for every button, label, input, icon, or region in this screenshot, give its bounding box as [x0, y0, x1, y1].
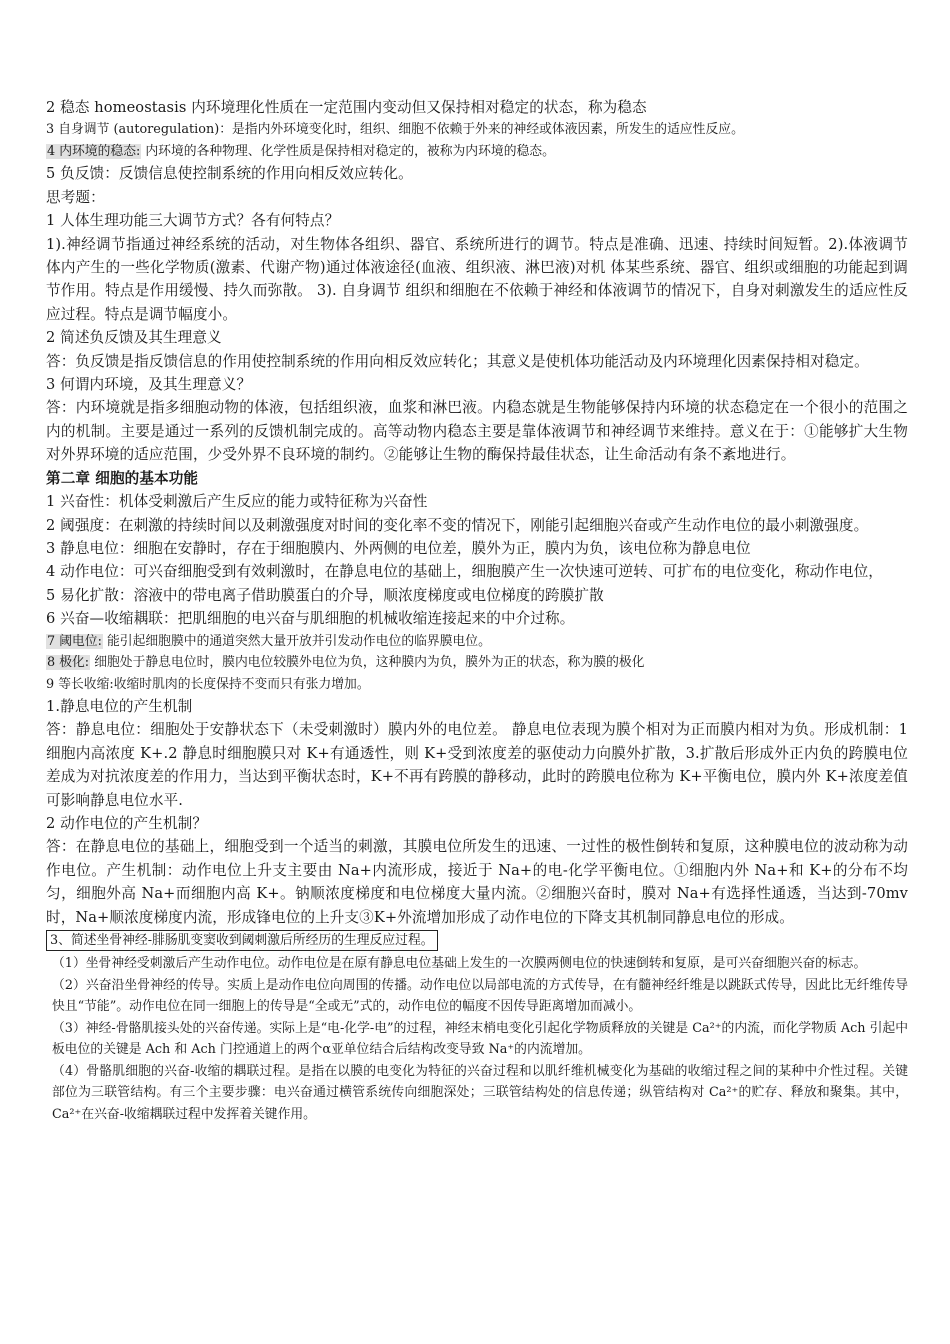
- text-line: 2 稳态 homeostasis 内环境理化性质在一定范围内变动但又保持相对稳定的状态，称为稳态: [46, 99, 647, 116]
- text-line: 5 负反馈：反馈信息使控制系统的作用向相反效应转化。: [46, 165, 413, 183]
- section-label: 思考题：: [46, 188, 105, 206]
- text-line: 4 动作电位：可兴奋细胞受到有效刺激时，在静息电位的基础上，细胞膜产生一次快速可逆转、可扩布的电位变化，称动作电位，: [46, 563, 883, 581]
- text-line: [46, 141, 908, 163]
- answer-paragraph: 答：在静息电位的基础上，细胞受到一个适当的刺激，其膜电位所发生的迅速、一过性的极性倒转和复原，这种膜电位的波动称为动作电位。产生机制：动作电位上升支主要由 Na+内流形成，接近于 Na+的电-化学平衡电位。①细胞内外 Na+和 K+的分布不均匀，细胞外高 Na+而细胞内高 K+。钠顺浓度梯度和电位梯度大量内流。②细胞兴奋时，膜对 Na+有选择性通透，当达到-70mv 时，Na+顺浓度梯度内流，形成锋电位的上升支③K+外流增加形成了动作电位的下降支其机制同静息电位的形成。: [46, 838, 908, 926]
- text-line: 5 易化扩散：溶液中的带电离子借助膜蛋白的介导，顺浓度梯度或电位梯度的跨膜扩散: [46, 586, 604, 604]
- answer-paragraph: 答：静息电位：细胞处于安静状态下（未受刺激时）膜内外的电位差。 静息电位表现为膜个相对为正而膜内相对为负。形成机制：1 细胞内高浓度 K+.2 静息时细胞膜只对 K+有通透性，则 K+受到浓度差的驱使动力向膜外扩散，3.扩散后形成外正内负的跨膜电位差成为对抗浓度差的作用力，当达到平衡状态时，K+不再有跨膜的静移动，此时的跨膜电位称为 K+平衡电位，膜内外 K+浓度差值可影响静息电位水平.: [46, 721, 908, 809]
- question: 2 动作电位的产生机制？: [46, 815, 208, 833]
- question: 1.静息电位的产生机制: [46, 698, 193, 716]
- answer-paragraph: （2）兴奋沿坐骨神经的传导。实质上是动作电位向周围的传播。动作电位以局部电流的方式传导，在有髓神经纤维是以跳跃式传导，因此比无纤维传导快且“节能”。动作电位在同一细胞上的传导是“全或无”式的，动作电位的幅度不因传导距离增加而减小。: [52, 977, 908, 1015]
- question: 1 人体生理功能三大调节方式？各有何特点？: [46, 212, 340, 230]
- text-line: 3 静息电位：细胞在安静时，存在于细胞膜内、外两侧的电位差，膜外为正，膜内为负，该电位称为静息电位: [46, 539, 751, 557]
- highlighted-term: 4 内环境的稳态:: [47, 143, 141, 159]
- text-line: 9 等长收缩:收缩时肌肉的长度保持不变而只有张力增加。: [46, 676, 370, 692]
- answer-paragraph: 1).神经调节指通过神经系统的活动，对生物体各组织、器官、系统所进行的调节。特点是准确、迅速、持续时间短暂。2).体液调节 体内产生的一些化学物质(激素、代谢产物)通过体液途径(血液、组织液、淋巴液)对机 体某些系统、器官、组织或细胞的功能起到调节作用。特点是作用缓慢、持久而弥散。 3). 自身调节 组织和细胞在不依赖于神经和体液调节的情况下，自身对刺激发生的适应性反应过程。特点是调节幅度小。: [46, 235, 908, 323]
- definition-text: 能引起细胞膜中的通道突然大量开放并引发动作电位的临界膜电位。: [102, 633, 491, 649]
- text-line: 3 自身调节 (autoregulation)：是指内外环境变化时，组织、细胞不依赖于外来的神经或体液因素，所发生的适应性反应。: [46, 122, 744, 138]
- definition-text: 细胞处于静息电位时，膜内电位较膜外电位为负，这种膜内为负，膜外为正的状态，称为膜的极化: [90, 655, 645, 671]
- definition-text: 内环境的各种物理、化学性质是保持相对稳定的，被称为内环境的稳态。: [141, 143, 555, 159]
- question: 2 简述负反馈及其生理意义: [46, 329, 222, 347]
- highlighted-term: 7 阈电位:: [47, 633, 102, 649]
- chapter-heading: 第二章 细胞的基本功能: [46, 469, 199, 487]
- text-line: [46, 652, 908, 674]
- text-line: [46, 631, 908, 653]
- highlighted-term: 8 极化:: [47, 655, 90, 671]
- answer-paragraph: （1）坐骨神经受刺激后产生动作电位。动作电位是在原有静息电位基础上发生的一次膜两侧电位的快速倒转和复原，是可兴奋细胞兴奋的标志。: [52, 956, 867, 972]
- document-page: [46, 96, 908, 1125]
- boxed-question: 3、简述坐骨神经-腓肠肌变窦收到阈刺激后所经历的生理反应过程。: [46, 930, 438, 951]
- answer-paragraph: 答：负反馈是指反馈信息的作用使控制系统的作用向相反效应转化；其意义是使机体功能活动及内环境理化因素保持相对稳定。: [46, 352, 869, 370]
- answer-paragraph: （3）神经-骨骼肌接头处的兴奋传递。实际上是“电-化学-电”的过程，神经末梢电变化引起化学物质释放的关键是 Ca²⁺的内流，而化学物质 Ach 引起中板电位的关键是 Ach 和 Ach 门控通道上的两个α亚单位结合后结构改变导致 Na⁺的内流增加。: [52, 1020, 908, 1058]
- question: 3 何谓内环境，及其生理意义？: [46, 376, 252, 394]
- text-line: 6 兴奋—收缩耦联：把肌细胞的电兴奋与肌细胞的机械收缩连接起来的中介过称。: [46, 610, 575, 628]
- text-line: 1 兴奋性：机体受刺激后产生反应的能力或特征称为兴奋性: [46, 493, 428, 511]
- answer-paragraph: （4）骨骼肌细胞的兴奋-收缩的耦联过程。是指在以膜的电变化为特征的兴奋过程和以肌纤维机械变化为基础的收缩过程之间的某种中介性过程。关键部位为三联管结构。有三个主要步骤：电兴奋通过横管系统传向细胞深处；三联管结构处的信息传递；纵管结构对 Ca²⁺的贮存、释放和聚集。其中，Ca²⁺在兴奋-收缩耦联过程中发挥着关键作用。: [52, 1063, 908, 1122]
- answer-paragraph: 答：内环境就是指多细胞动物的体液，包括组织液，血浆和淋巴液。内稳态就是生物能够保持内环境的状态稳定在一个很小的范围之内的机制。主要是通过一系列的反馈机制完成的。高等动物内稳态主要是靠体液调节和神经调节来维持。意义在于：①能够扩大生物对外界环境的适应范围，少受外界不良环境的制约。②能够让生物的酶保持最佳状态，让生命活动有条不紊地进行。: [46, 399, 908, 464]
- text-line: 2 阈强度：在刺激的持续时间以及刺激强度对时间的变化率不变的情况下，刚能引起细胞兴奋或产生动作电位的最小刺激强度。: [46, 516, 869, 534]
- boxed-question-line: [46, 929, 908, 953]
